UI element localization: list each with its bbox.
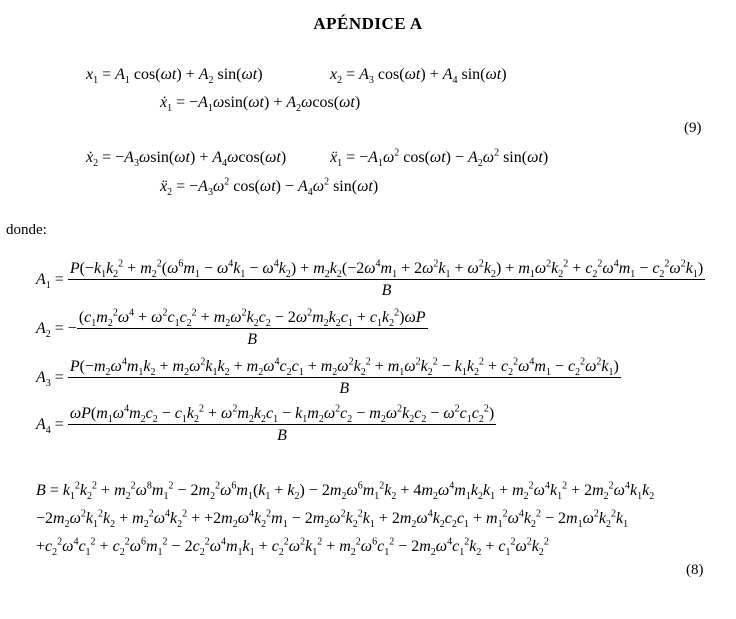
appendix-title: APÉNDICE A [313,14,423,33]
equation-x2-dot: ẋ$_2$ = $-A_3\omega\sin(\omega t) + A_4\omega\cos(\omega t)$ [86,149,287,170]
equation-number-9: (9) [684,120,702,136]
equation-x2: $x_2 = A_3$ $\cos(\omega t) + A_4$ sin(ωt) [330,66,507,87]
equation-x1-ddot: ẍ$_1$ = $-A_1\omega^2$ $\cos(\omega t) - A_2\omega^2$ sin(ωt) [330,147,549,170]
equation-A1: $A_1$ = $P(-k_1k_2^2 + m_2^2(\omega^6m_1 - \omega^4k_1 - \omega^4k_2) + m_2k_2(-2\omega^4m_1 + 2\omega^2k_1 + \omega^2k_2) + m_1\omega^2k_2^2 + c_2^2\omega^4m_1 - c_2^2\omega^2k_1)$ B [36,258,704,299]
equation-B-line2: $-2m_2\omega^2k_1^2k_2 + m_2^2\omega^4k_2^2 + +2m_2\omega^4k_2^2m_1 - 2m_2\omega^2k_2^2k_1 + 2m_2\omega^4k_2c_2c_1 + m_1^2\omega^4k_2^2 - 2m_1\omega^2k_2^2k_1$ [36,508,629,531]
equation-B-line3: $+c_2^2\omega^4c_1^2 + c_2^2\omega^6m_1^2 - 2c_2^2\omega^4m_1k_1 + c_2^2\omega^2k_1^2 + m_2^2\omega^6c_1^2 - 2m_2\omega^4c_1^2k_2 + c_1^2\omega^2k_2^2$ [36,536,549,559]
equation-x1-dot: ẋ$_1$ = $-A_1\omega\sin(\omega t) + A_2\omega\cos(\omega t)$ [160,94,361,115]
equation-A3: $A_3$ = $P(-m_2\omega^4m_1k_2 + m_2\omega^2k_1k_2 + m_2\omega^4c_2c_1 + m_2\omega^2k_2^2 + m_1\omega^2k_2^2 - k_1k_2^2 + c_2^2\omega^4m_1 - c_2^2\omega^2k_1)$ B [36,356,619,397]
equation-x2-ddot: ẍ$_2$ = $-A_3\omega^2$ $\cos(\omega t) - A_4\omega^2$ sin(ωt) [160,176,379,199]
equation-B-line1: $B = k_1^2k_2^2 + m_2^2\omega^8m_1^2 - 2m_2^2\omega^6m_1(k_1 + k_2) - 2m_2\omega^6m_1^2k_2 + 4m_2\omega^4m_1k_2k_1 + m_2^2\omega^4k_1^2 + 2m_2^2\omega^4k_1k_2$ [36,480,655,503]
donde-label: donde: [6,222,47,238]
equation-A4: $A_4$ = $\omega P(m_1\omega^4m_2c_2 - c_1k_2^2 + \omega^2m_2k_2c_1 - k_1m_2\omega^2c_2 - m_2\omega^2k_2c_2 - \omega^2c_1c_2^2)$ B [36,403,495,444]
equation-x1: $x_1 = A_1$ $\cos(\omega t) + A_2$ sin(ωt) [86,66,263,87]
equation-A2: $A_2$ = − $\frac{(c_1m_2^2\omega^4 + \omega^2c_1c_2^2 + m_2\omega^2k_2c_2 - 2\omega^2m_2k_2c_1 + c_1k_2^2)\omega P}{B}$ [36,307,426,348]
equation-number-8: (8) [686,562,704,578]
